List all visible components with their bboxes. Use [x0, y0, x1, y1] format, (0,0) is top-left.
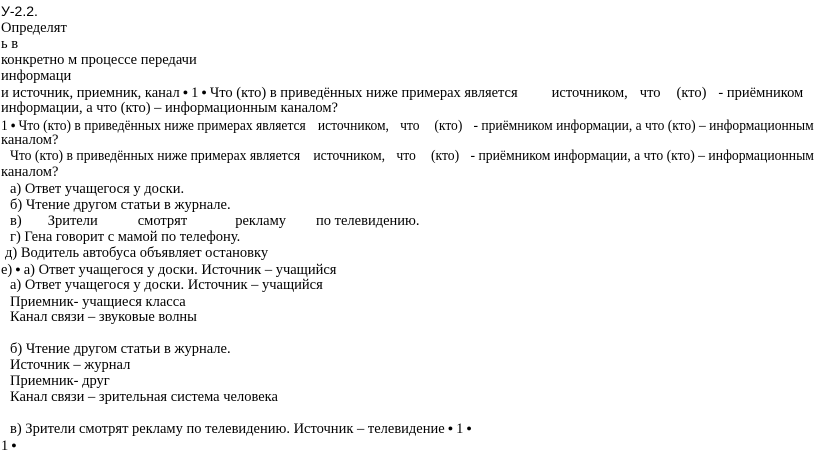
intro-line-1: Определят [1, 19, 67, 36]
bullet-icon: ● [201, 87, 207, 98]
repeated-question-end: каналом? [1, 132, 59, 149]
text-fragment: Что (кто) в приведённых ниже примерах является [209, 85, 518, 102]
text-fragment: - приёмником [718, 85, 804, 102]
bullet-icon: ● [11, 440, 17, 451]
bullet-icon: ● [447, 423, 454, 434]
option-a: а) Ответ учащегося у доски. [10, 180, 185, 197]
answer-b-line-3: Приемник- друг [10, 372, 110, 389]
text-fragment: что [396, 148, 416, 165]
repeated-question-line [1, 117, 814, 135]
answer-b-line-4: Канал связи – зрительная система человека [10, 388, 278, 405]
intro-line-2: ь в [1, 36, 19, 53]
text-fragment: что [639, 85, 661, 102]
answer-b-line-2: Источник – журнал [10, 357, 131, 373]
text-fragment: - приёмником информации, а что (кто) – информационным [473, 117, 814, 134]
text-fragment: и источник, приемник, канал [1, 85, 180, 102]
number-marker: 1 [456, 421, 464, 438]
intro-line-3: конкретно м процессе передачи [1, 52, 197, 69]
intro-line-4: информаци [1, 68, 72, 85]
option-b: б) Чтение другом статьи в журнале. [10, 196, 231, 213]
text-fragment: - приёмником информации, а что (кто) – информационным [470, 148, 814, 165]
heading: У-2.2. [1, 3, 38, 19]
text-fragment: (кто) [676, 85, 707, 102]
text-fragment: в) Зрители смотрят рекламу по телевидению. Источник – телевидение [10, 421, 445, 438]
option-g: г) Гена говорит с мамой по телефону. [10, 229, 241, 246]
text-fragment: Что (кто) в приведённых ниже примерах является [10, 148, 301, 165]
text-fragment: е) [1, 262, 13, 279]
repeated-question-end-2: каналом? [1, 164, 59, 181]
number-marker: 1 [191, 85, 199, 102]
text-fragment: источником, [313, 148, 386, 165]
bullet-icon: ● [466, 423, 472, 434]
text-fragment: в) [10, 213, 22, 230]
text-fragment: что [400, 117, 420, 134]
text-fragment: Зрители [47, 213, 98, 230]
text-fragment: (кто) [430, 148, 460, 165]
answer-a-line-3: Канал связи – звуковые волны [10, 309, 197, 326]
text-fragment: смотрят [137, 213, 188, 230]
text-fragment: а) Ответ учащегося у доски. Источник – учащийся [23, 262, 337, 279]
bullet-icon: ● [10, 119, 16, 130]
question-line: информации, а что (кто) – информационным каналом? [1, 99, 338, 116]
text-fragment: (кто) [434, 117, 463, 134]
number-marker: 1 [1, 117, 8, 134]
answer-a-line-2: Приемник- учащиеся класса [10, 293, 186, 310]
option-d: д) Водитель автобуса объявляет остановку [5, 245, 269, 262]
text-fragment: источником, [551, 85, 628, 102]
trailing-marker [1, 437, 20, 455]
option-v [10, 213, 420, 230]
text-fragment: источником, [317, 117, 389, 134]
bullet-icon: ● [182, 87, 189, 98]
answer-v-line [10, 420, 475, 438]
bullet-icon: ● [15, 264, 21, 275]
text-fragment: по телевидению. [316, 213, 420, 230]
number-marker: 1 [1, 438, 9, 455]
repeated-question-line-2 [10, 148, 814, 165]
answer-b-line-1: б) Чтение другом статьи в журнале. [10, 341, 231, 358]
answer-a-line-1: а) Ответ учащегося у доски. Источник – учащийся [10, 276, 323, 293]
text-fragment: рекламу [235, 213, 287, 230]
text-fragment: Что (кто) в приведённых ниже примерах является [18, 117, 306, 134]
